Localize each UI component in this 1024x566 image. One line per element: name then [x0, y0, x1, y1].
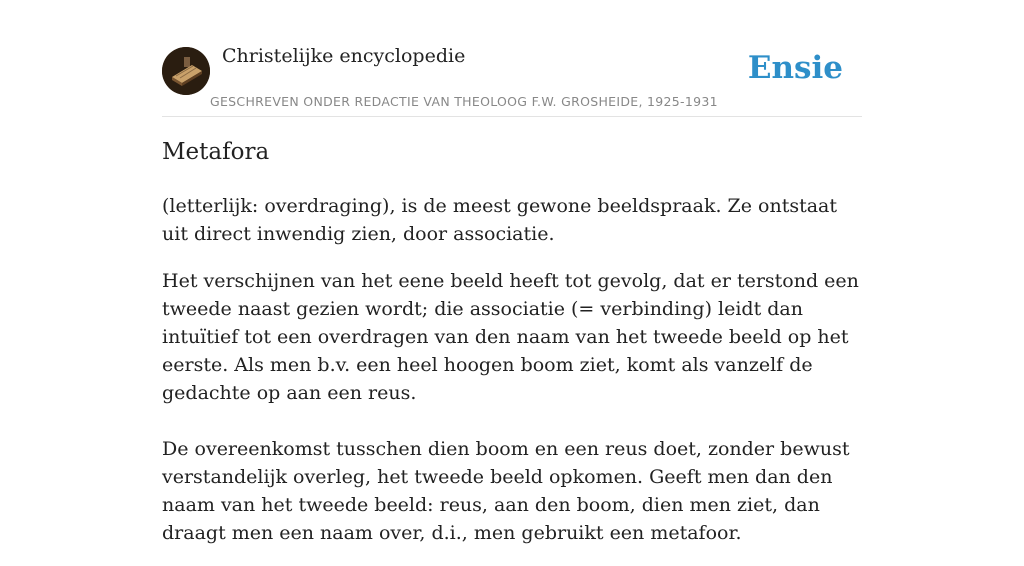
book-icon [162, 47, 210, 95]
page-container [162, 0, 862, 544]
article-paragraph: De overeenkomst tusschen dien boom en een reus doet, zonder bewust verstandelijk overleg, het tweede beeld opkomen. Geeft men dan den naam van het tweede beeld: reus, aan den boom, dien men ziet, dan draagt men een naam over, d.i., men gebruikt een metafoor. [162, 438, 850, 544]
article-title: Metafora [162, 139, 270, 165]
site-title[interactable]: Christelijke encyclopedie [222, 45, 466, 67]
site-header [162, 0, 862, 117]
brand-logo-link[interactable]: Ensie [747, 50, 843, 86]
article-paragraph: Het verschijnen van het eene beeld heeft tot gevolg, dat er terstond een tweede naast gezien wordt; die associatie (= verbinding) leidt dan intuïtief tot een overdragen van den naam van het tweede beeld op het eerste. Als men b.v. een heel hoogen boom ziet, komt als vanzelf de gedachte op aan een reus. [162, 270, 859, 404]
article-body [162, 192, 862, 566]
article-paragraph: (letterlijk: overdraging), is de meest gewone beeldspraak. Ze ontstaat uit direct inwendig zien, door associatie. [162, 195, 838, 245]
site-subtitle: GESCHREVEN ONDER REDACTIE VAN THEOLOOG F.W. GROSHEIDE, 1925-1931 [210, 94, 718, 109]
